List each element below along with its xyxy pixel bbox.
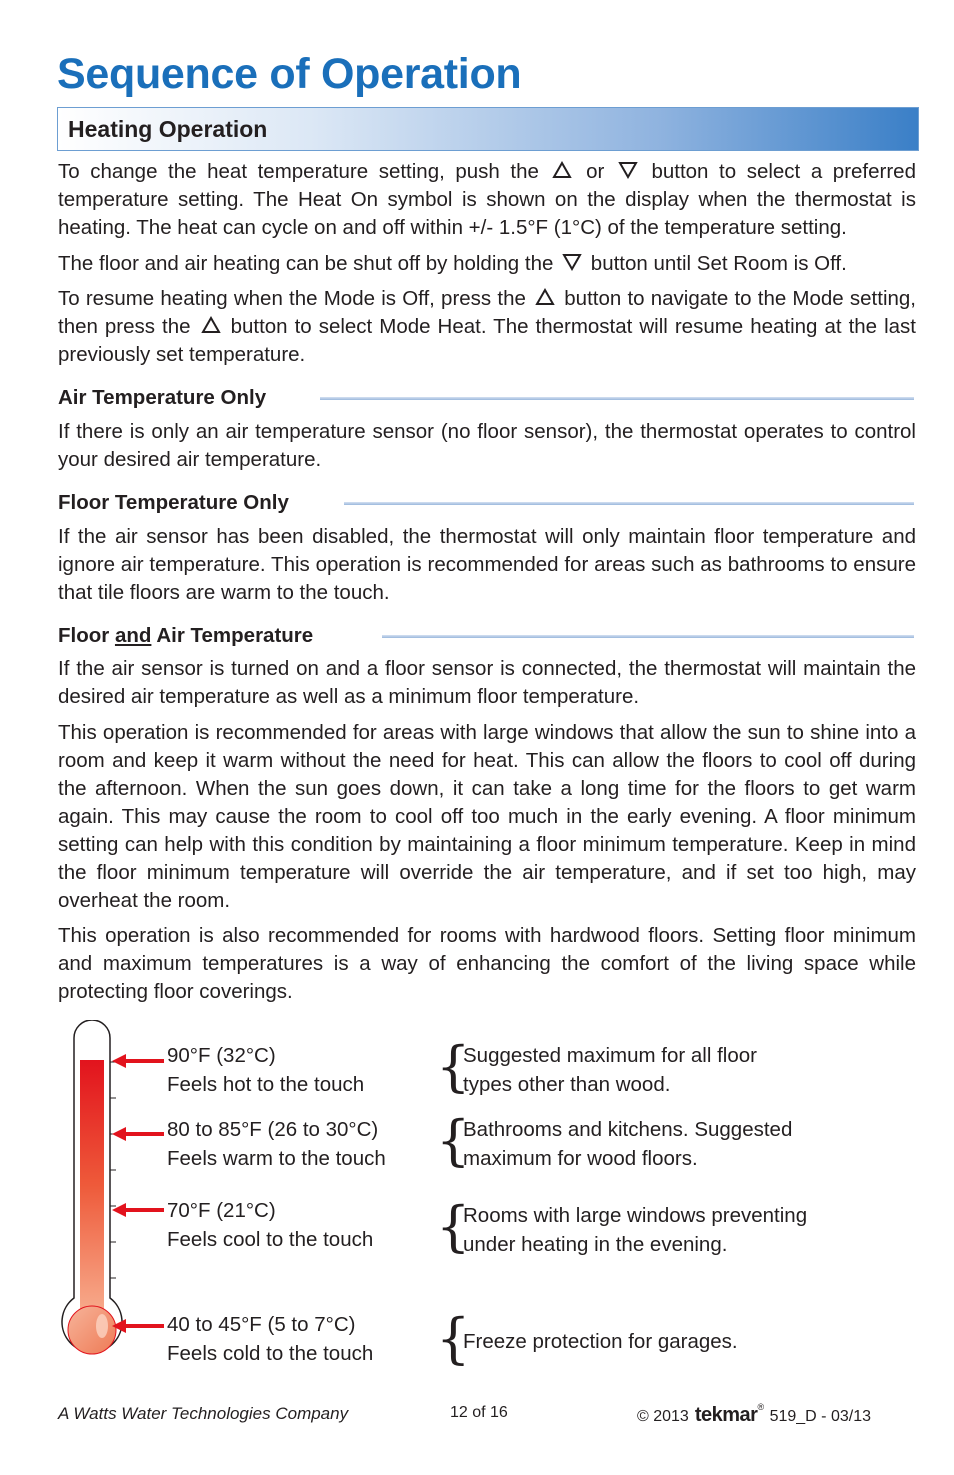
temp-desc-cold: Freeze protection for garages. <box>463 1330 738 1353</box>
up-arrow-icon <box>552 161 572 179</box>
air-only-divider <box>320 397 914 400</box>
brace-icon: { <box>436 1109 471 1172</box>
floor-air-paragraph-2: This operation is recommended for areas with large windows that allow the sun to shine into a room and keep it warm without the need for heat. This can allow the floors to cool off during the afternoon. When the sun goes down, it can take a long time for the floors to get warm again. This may cause the room to cool off too much in the early evening. A floor minimum setting can help with this condition by maintaining a floor minimum temperature. Keep in mind the floor minimum temperature will override the air temperature, and if set too high, may overheat the room. <box>58 721 916 912</box>
footer-page-number: 12 of 16 <box>450 1404 508 1421</box>
air-only-heading: Air Temperature Only <box>58 386 267 409</box>
temp-desc-hot: Suggested maximum for all floor types other than wood. <box>463 1044 757 1096</box>
temp-label-cool: 70°F (21°C) Feels cool to the touch <box>167 1199 374 1251</box>
air-only-text: If there is only an air temperature sensor (no floor sensor), the thermostat operates to control your desired air temperature. <box>58 420 916 471</box>
brand-logo: tekmar® <box>694 1402 764 1426</box>
brace-icon: { <box>436 1035 471 1098</box>
footer-copyright: © 2013 tekmar® 519_D - 03/13 <box>637 1402 871 1426</box>
intro-paragraph-1: To change the heat temperature setting, push the or button to select a preferred temperature setting. The Heat On symbol is shown on the display when the thermostat is heating. The heat can cycle on and off within +/- 1.5°F (1°C) of the temperature setting. <box>58 160 916 239</box>
floor-only-divider <box>344 502 914 505</box>
brace-icon: { <box>436 1195 471 1258</box>
footer-company: A Watts Water Technologies Company <box>58 1404 349 1423</box>
section-title: Heating Operation <box>68 116 268 142</box>
up-arrow-icon <box>201 316 221 334</box>
down-arrow-icon <box>562 253 582 271</box>
thermometer-graphic <box>60 1020 170 1370</box>
page-title: Sequence of Operation <box>57 50 522 98</box>
temp-label-hot: 90°F (32°C) Feels hot to the touch <box>167 1044 365 1096</box>
intro-paragraph-2: The floor and air heating can be shut off by holding the button until Set Room is Off. <box>58 252 847 275</box>
floor-air-divider <box>382 635 914 638</box>
brace-icon: { <box>436 1307 471 1370</box>
floor-air-paragraph-1: If the air sensor is turned on and a floor sensor is connected, the thermostat will maintain the desired air temperature as well as a minimum floor temperature. <box>58 657 916 708</box>
floor-only-heading: Floor Temperature Only <box>58 491 289 514</box>
floor-air-heading: Floor and Air Temperature <box>58 624 314 647</box>
section-header-bar <box>57 107 919 151</box>
down-arrow-icon <box>618 161 638 179</box>
floor-air-paragraph-3: This operation is also recommended for rooms with hardwood floors. Setting floor minimum and maximum temperatures is a way of enhancing the comfort of the living space while protecting floor coverings. <box>58 924 916 1003</box>
temp-label-warm: 80 to 85°F (26 to 30°C) Feels warm to the touch <box>167 1118 386 1170</box>
intro-paragraph-3: To resume heating when the Mode is Off, press the button to navigate to the Mode setting, then press the button to select Mode Heat. The thermostat will resume heating at the last previously set temperature. <box>58 287 916 366</box>
temp-desc-warm: Bathrooms and kitchens. Suggested maximum for wood floors. <box>463 1118 793 1170</box>
floor-only-text: If the air sensor has been disabled, the thermostat will only maintain floor temperature and ignore air temperature. This operation is recommended for areas such as bathrooms to ensure that tile floors are warm to the touch. <box>58 525 916 604</box>
up-arrow-icon <box>535 288 555 306</box>
temp-label-cold: 40 to 45°F (5 to 7°C) Feels cold to the touch <box>167 1313 374 1365</box>
temp-desc-cool: Rooms with large windows preventing under heating in the evening. <box>463 1204 808 1256</box>
